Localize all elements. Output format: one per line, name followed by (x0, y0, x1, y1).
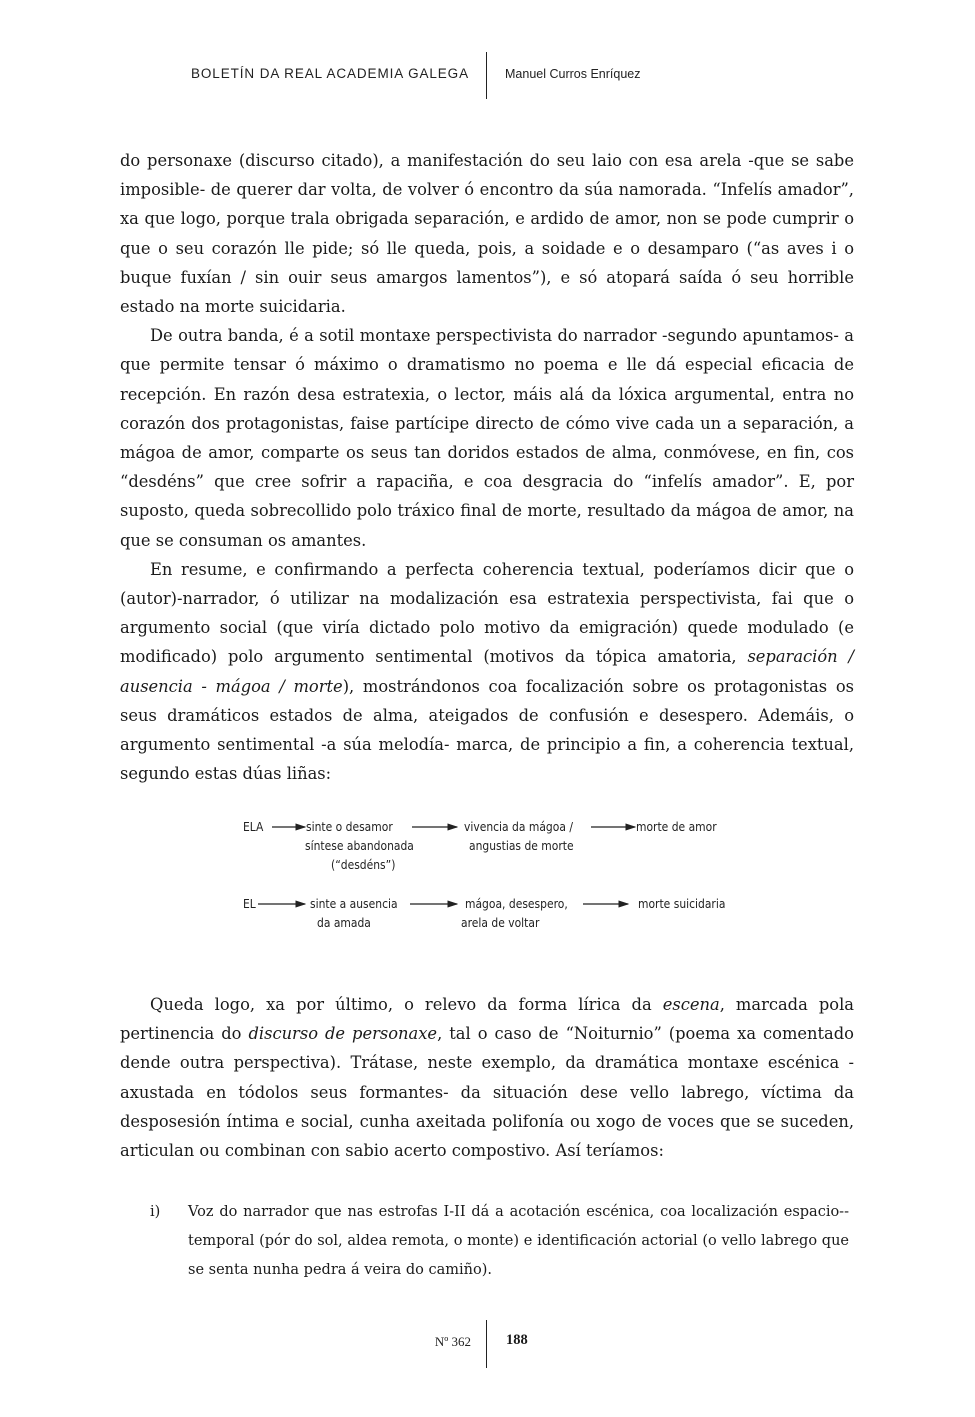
emphasis: discurso de personaxe (248, 1024, 438, 1044)
paragraph (120, 555, 854, 789)
diagram-label: angustias de morte (469, 838, 574, 853)
footer-divider (486, 1320, 487, 1368)
paragraph-text: , marcada pola pertinencia do (120, 995, 855, 1044)
diagram-label: da amada (317, 915, 371, 930)
paragraph-text: Queda logo, xa por último, o relevo da forma lírica da (150, 995, 663, 1014)
paragraph-text: En resume, e confirmando a perfecta coherencia textual, poderíamos dicir que o (autor)-narrador, ó utilizar na modalización esa estratexia perspectivista, fai que o argumento social (que viría dictado polo motivo da emigración) quede modulado (e modificado) polo argumento sentimental (motivos da tópica amatoria, (120, 559, 854, 667)
diagram-subject-el: EL (243, 896, 256, 911)
list-item-text: Voz do narrador que nas estrofas I-II dá a acotación escénica, coa localización espacio--temporal (pór do sol, aldea remota, o monte) e identificación actorial (o vello labrego que se senta nunha pedra á veira do camiño). (188, 1204, 849, 1278)
paragraph: De outra banda, é a sotil montaxe perspectivista do narrador -segundo apuntamos- a que permite tensar ó máximo o dramatismo no poema e lle dá especial eficacia de recepción. En razón desa estratexia, o lector, máis alá da lóxica argumental, entra no corazón dos protagonistas, faise partícipe directo de cómo vive cada un a separación, a mágoa de amor, comparte os seus tan doridos estados de alma, conmóvese, en fin, cos “desdéns” que cree sofrir a rapaciña, e coa desgracia do “infelís amador”. E, por suposto, queda sobrecollido polo tráxico final de morte, resultado da mágoa de amor, na que se consuman os amantes. (120, 326, 854, 550)
diagram-label: sinte a ausencia (310, 896, 398, 911)
diagram-label: mágoa, desespero, (465, 896, 568, 911)
body-text-top (120, 146, 854, 788)
running-head-author: Manuel Curros Enríquez (505, 67, 641, 81)
paragraph-text: , tal o caso de “Noiturnio” (poema xa comentado dende outra perspectiva). Trátase, neste exemplo, da dramática montaxe escénica -axustada en tódolos seus formantes- da situación dese vello labrego, víctima da desposesión íntima e social, cunha axeitada polifonía ou xogo de voces que se suceden, articulan ou combinan con sabio acerto compostivo. Así teríamos: (120, 1024, 854, 1161)
paragraph-text: ), mostrándonos coa focalización sobre os protagonistas os seus dramáticos estados de alma, ateigados de confusión e desespero. Ademáis, o argumento sentimental -a súa melodía- marca, de principio a fin, a coherencia textual, segundo estas dúas liñas: (120, 676, 854, 784)
diagram-label: (“desdéns”) (331, 857, 396, 872)
diagram-label: síntese abandonada (305, 838, 414, 853)
diagram-label: sinte o desamor (306, 819, 393, 834)
issue-number: Nº 362 (434, 1334, 471, 1349)
page-number: 188 (506, 1332, 528, 1348)
body-text-bottom (120, 990, 854, 1165)
list-marker: i) (150, 1204, 161, 1220)
flow-diagram (0, 812, 975, 942)
diagram-label: vivencia da mágoa / (464, 819, 573, 834)
header-divider (486, 52, 487, 99)
paragraph: do personaxe (discurso citado), a manifestación do seu laio con esa arela -que se sabe imposible- de querer dar volta, de volver ó encontro da súa namorada. “Infelís amador”, xa que logo, porque trala obrigada separación, e ardido de amor, non se pode cumprir o que o seu corazón lle pide; só lle queda, pois, a soidade e o desamparo (“as aves i o buque fuxían / sin ouir seus amargos lamentos”), e só atopará saída ó seu horrible estado na morte suicidaria. (120, 151, 854, 317)
diagram-label: morte suicidaria (638, 896, 726, 911)
running-head-journal: BOLETÍN DA REAL ACADEMIA GALEGA (191, 66, 469, 81)
emphasis: escena (662, 995, 720, 1014)
paragraph (120, 990, 854, 1165)
diagram-label: morte de amor (636, 819, 717, 834)
diagram-label: arela de voltar (461, 915, 540, 930)
diagram-subject-ela: ELA (243, 819, 264, 834)
emphasis: separación / ausencia - mágoa / morte (120, 647, 854, 696)
